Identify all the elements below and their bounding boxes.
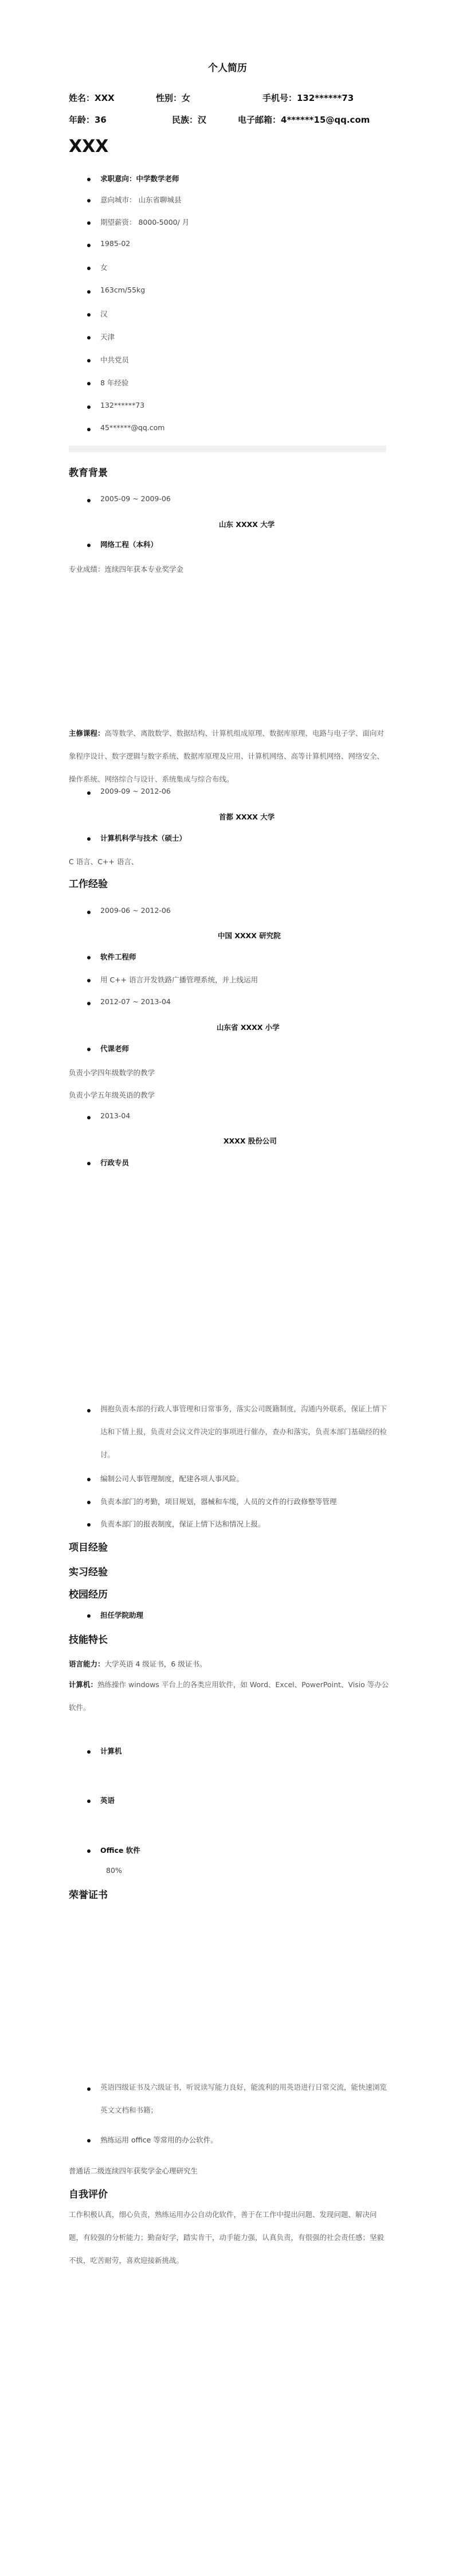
list-bullet (87, 244, 91, 247)
work-2-company: 山东省 XXXX 小学 (217, 1023, 280, 1032)
skills-computer (69, 1673, 390, 1719)
self-evaluation-text: 工作积极认真，细心负责，熟练运用办公自动化软件，善于在工作中提出问题、发现问题、解决问题，有较强的分析能力；勤奋好学，踏实肯干，动手能力强，认真负责，有很强的社会责任感；坚毅不拔，吃苦耐劳，喜欢迎接新挑战。 (69, 2210, 385, 2265)
courses-label: 主修课程： (69, 729, 105, 737)
list-bullet (87, 178, 91, 181)
gender-field: 性别：女 (156, 93, 191, 103)
info-gender: 女 (100, 263, 108, 272)
email-field: 电子邮箱：4******15@qq.com (238, 115, 370, 125)
work-3-position: 行政专员 (100, 1158, 130, 1167)
info-ethnicity: 汉 (100, 310, 108, 318)
info-experience: 8 年经验 (100, 378, 129, 387)
list-bullet (87, 428, 91, 431)
work-1-position: 软件工程师 (100, 953, 136, 961)
list-bullet (87, 1800, 91, 1803)
projects-heading: 项目经验 (69, 1542, 108, 1554)
award-extra: 普通话二级连续四年获奖学金心理研究生 (69, 2167, 198, 2175)
campus-item: 担任学院助理 (100, 1611, 144, 1619)
language-text: 大学英语 4 级证书，6 级证书。 (104, 1660, 207, 1668)
list-bullet (87, 359, 91, 362)
list-bullet (87, 290, 91, 294)
list-bullet (87, 2087, 91, 2091)
list-bullet (87, 267, 91, 270)
info-city: 意向城市： 山东省聊城县 (100, 196, 182, 204)
edu-2-school: 首都 XXXX 大学 (219, 813, 275, 821)
list-bullet (87, 911, 91, 914)
name-field: 姓名：XXX (69, 93, 115, 103)
page-title: 个人简历 (208, 63, 247, 74)
divider-bar (69, 446, 386, 452)
courses-text: 高等数学、离散数学、数据结构、计算机组成原理、数据库原理、电路与电子学、面向对象程序设计、数字逻辑与数字系统、数据库原理及应用、计算机网络、高等计算机网络、网络安全、操作系统、网络综合与设计、系统集成与综合布线。 (69, 729, 385, 783)
list-bullet (87, 313, 91, 317)
list-bullet (87, 1409, 91, 1412)
language-label: 语言能力： (69, 1660, 105, 1668)
phone-field: 手机号：132******73 (262, 93, 354, 103)
computer-label: 计算机： (69, 1680, 98, 1689)
work-1-desc: 用 C++ 语言开发铁路广播管理系统，并上线运用 (100, 975, 258, 984)
list-bullet (87, 405, 91, 409)
skills-language (69, 1658, 206, 1669)
list-bullet (87, 1614, 91, 1618)
list-bullet (87, 1048, 91, 1051)
info-birth: 1985-02 (100, 239, 131, 248)
list-bullet (87, 382, 91, 385)
list-bullet (87, 2139, 91, 2142)
list-bullet (87, 221, 91, 225)
info-politics: 中共党员 (100, 356, 130, 364)
edu-2-dates: 2009-09 ~ 2012-06 (100, 787, 171, 795)
award-item-2: 熟练运用 office 等常用的办公软件。 (100, 2136, 218, 2144)
work-2-position: 代课老师 (100, 1044, 130, 1053)
work-2-desc-1: 负责小学四年级数学的教学 (69, 1068, 155, 1077)
internship-heading: 实习经验 (69, 1567, 108, 1578)
info-job-intent: 求职意向：中学数学老师 (100, 174, 179, 183)
list-bullet (87, 199, 91, 202)
list-bullet (87, 1501, 91, 1504)
work-3-duty-2: 编制公司人事管理制度，配建各项人事风险。 (100, 1474, 244, 1483)
work-2-dates: 2012-07 ~ 2013-04 (100, 997, 171, 1006)
work-1-company: 中国 XXXX 研究院 (218, 931, 281, 940)
work-2-desc-2: 负责小学五年级英语的教学 (69, 1091, 155, 1099)
skill-item-computer: 计算机 (100, 1747, 122, 1755)
list-bullet (87, 1849, 91, 1853)
list-bullet (87, 837, 91, 841)
info-height-weight: 163cm/55kg (100, 286, 146, 294)
edu-1-courses (69, 722, 390, 791)
list-bullet (87, 544, 91, 547)
awards-heading: 荣誉证书 (69, 1890, 108, 1901)
list-bullet (87, 1523, 91, 1527)
list-bullet (87, 1162, 91, 1165)
edu-2-major: 计算机科学与技术（硕士） (100, 834, 187, 842)
education-heading: 教育背景 (69, 467, 108, 479)
list-bullet (87, 336, 91, 339)
award-item-1: 英语四级证书及六级证书，听说读写能力良好，能流利的用英语进行日常交流，能快速浏览英文文档和书籍； (100, 2083, 387, 2114)
work-3-duty-4: 负责本部门的报表制度，保证上情下达和情况上报。 (100, 1520, 265, 1528)
campus-heading: 校园经历 (69, 1589, 108, 1601)
list-bullet (87, 1002, 91, 1005)
skills-heading: 技能特长 (69, 1634, 108, 1646)
ethnicity-field: 民族：汉 (172, 115, 207, 125)
age-field: 年龄：36 (69, 115, 107, 125)
work-1-dates: 2009-06 ~ 2012-06 (100, 906, 171, 915)
work-3-duty-1: 拥抱负责本部的行政人事管理和日常事务，落实公司既籍制度，沟通内外联系，保证上情下达和下情上报，负责对会议文件决定的事项进行催办，查办和落实，负责本部门基础经的检讨。 (100, 1404, 387, 1459)
edu-2-note: C 语言、C++ 语言、 (69, 857, 139, 866)
list-bullet (87, 791, 91, 795)
work-3-company: XXXX 股份公司 (223, 1137, 277, 1145)
work-3-dates: 2013-04 (100, 1111, 131, 1120)
edu-1-grade: 专业成绩：连续四年获本专业奖学金 (69, 565, 184, 573)
edu-1-major: 网络工程（本科） (100, 540, 158, 549)
skill-item-english: 英语 (100, 1796, 115, 1805)
candidate-name: XXX (69, 136, 109, 157)
edu-1-school: 山东 XXXX 大学 (219, 520, 275, 529)
info-email: 45******@qq.com (100, 423, 165, 432)
info-phone: 132******73 (100, 401, 145, 409)
computer-text: 熟练操作 windows 平台上的各类应用软件，如 Word、Excel、PowerPoint、Visio 等办公软件。 (69, 1680, 389, 1712)
list-bullet (87, 979, 91, 982)
self-heading: 自我评价 (69, 2189, 108, 2200)
skill-item-office: Office 软件 (100, 1846, 140, 1855)
info-hometown: 天津 (100, 333, 115, 341)
list-bullet (87, 1478, 91, 1481)
info-salary: 期望薪资： 8000-5000/ 月 (100, 218, 190, 227)
edu-1-dates: 2005-09 ~ 2009-06 (100, 494, 171, 503)
list-bullet (87, 956, 91, 959)
list-bullet (87, 1116, 91, 1119)
list-bullet (87, 1750, 91, 1754)
work-heading: 工作经验 (69, 879, 108, 890)
list-bullet (87, 499, 91, 502)
office-level: 80% (106, 1866, 122, 1875)
work-3-duty-3: 负责本部门的考勤，项目规划，器械和车缆，人员的文件的行政修整等管理 (100, 1497, 337, 1506)
